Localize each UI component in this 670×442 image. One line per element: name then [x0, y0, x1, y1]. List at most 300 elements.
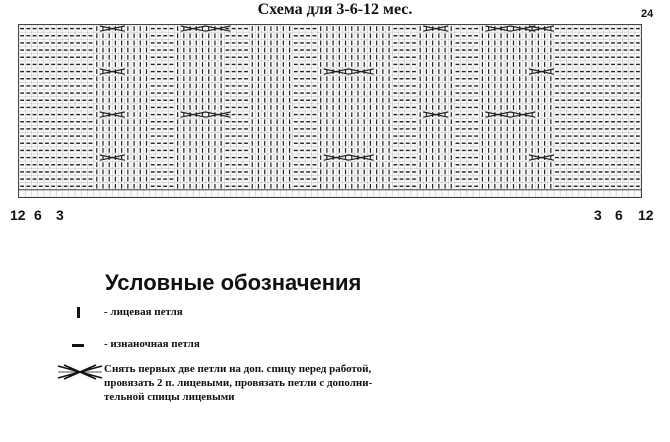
knit-stitch-mark — [351, 48, 352, 53]
knit-stitch-mark — [444, 148, 445, 153]
purl-stitch-mark — [20, 135, 24, 136]
knit-stitch-mark — [507, 148, 508, 153]
knit-stitch-mark — [109, 170, 110, 175]
knit-stitch-mark — [326, 105, 327, 110]
knit-stitch-mark — [438, 55, 439, 60]
purl-stitch-mark — [39, 85, 43, 86]
knit-stitch-mark — [121, 134, 122, 139]
knit-stitch-mark — [532, 105, 533, 110]
knit-stitch-mark — [544, 41, 545, 46]
purl-stitch-mark — [624, 164, 628, 165]
purl-stitch-mark — [456, 35, 460, 36]
knit-stitch-mark — [121, 48, 122, 53]
purl-stitch-mark — [39, 107, 43, 108]
purl-stitch-mark — [568, 150, 572, 151]
purl-stitch-mark — [568, 143, 572, 144]
purl-stitch-mark — [468, 42, 472, 43]
purl-stitch-mark — [605, 42, 609, 43]
purl-stitch-mark — [45, 78, 49, 79]
purl-stitch-mark — [456, 100, 460, 101]
purl-stitch-mark — [306, 57, 310, 58]
knit-stitch-mark — [102, 134, 103, 139]
purl-stitch-mark — [468, 171, 472, 172]
knit-stitch-mark — [357, 91, 358, 96]
knit-stitch-mark — [544, 148, 545, 153]
knit-stitch-mark — [264, 98, 265, 103]
knit-stitch-mark — [270, 84, 271, 89]
knit-stitch-mark — [202, 98, 203, 103]
knit-stitch-mark — [326, 184, 327, 189]
knit-stitch-mark — [438, 91, 439, 96]
purl-stitch-mark — [406, 128, 410, 129]
knit-stitch-mark — [214, 55, 215, 60]
knit-stitch-mark — [326, 112, 327, 117]
knit-stitch-mark — [189, 62, 190, 67]
knit-stitch-mark — [488, 105, 489, 110]
purl-stitch-mark — [617, 85, 621, 86]
knit-stitch-mark — [494, 84, 495, 89]
knit-stitch-mark — [488, 134, 489, 139]
purl-stitch-mark — [238, 92, 242, 93]
knit-stitch-mark — [494, 105, 495, 110]
knit-stitch-mark — [507, 33, 508, 38]
knit-stitch-mark — [519, 105, 520, 110]
purl-stitch-mark — [468, 114, 472, 115]
purl-stitch-mark — [238, 114, 242, 115]
knit-stitch-mark — [146, 84, 147, 89]
purl-stitch-mark — [636, 100, 640, 101]
purl-stitch-mark — [462, 164, 466, 165]
purl-stitch-mark — [244, 143, 248, 144]
purl-stitch-mark — [225, 64, 229, 65]
knit-stitch-mark — [264, 184, 265, 189]
purl-stitch-mark — [313, 57, 317, 58]
knit-stitch-mark — [133, 33, 134, 38]
knit-stitch-mark — [214, 62, 215, 67]
purl-stitch-mark — [611, 128, 615, 129]
knit-stitch-mark — [214, 69, 215, 74]
purl-stitch-mark — [306, 107, 310, 108]
knit-stitch-mark — [102, 170, 103, 175]
purl-stitch-mark — [70, 135, 74, 136]
purl-stitch-mark — [225, 150, 229, 151]
knit-stitch-mark — [121, 127, 122, 132]
purl-stitch-mark — [244, 42, 248, 43]
purl-stitch-mark — [468, 71, 472, 72]
purl-stitch-mark — [225, 92, 229, 93]
purl-stitch-mark — [45, 121, 49, 122]
knit-stitch-mark — [109, 134, 110, 139]
purl-stitch-mark — [26, 35, 30, 36]
knit-stitch-mark — [258, 155, 259, 160]
purl-stitch-mark — [76, 128, 80, 129]
knit-stitch-mark — [494, 41, 495, 46]
knit-stitch-mark — [183, 69, 184, 74]
knit-stitch-mark — [270, 69, 271, 74]
purl-stitch-mark — [20, 100, 24, 101]
purl-stitch-mark — [555, 35, 559, 36]
purl-stitch-mark — [306, 128, 310, 129]
knit-stitch-mark — [140, 84, 141, 89]
knit-stitch-mark — [432, 119, 433, 124]
purl-stitch-mark — [225, 121, 229, 122]
knit-stitch-mark — [252, 170, 253, 175]
purl-stitch-mark — [76, 57, 80, 58]
knit-stitch-mark — [388, 105, 389, 110]
knit-stitch-mark — [482, 41, 483, 46]
purl-stitch-mark — [456, 186, 460, 187]
size-label-right-6: 6 — [615, 207, 623, 223]
knit-stitch-mark — [364, 84, 365, 89]
purl-stitch-mark — [300, 114, 304, 115]
knit-stitch-mark — [109, 127, 110, 132]
purl-stitch-mark — [225, 49, 229, 50]
knit-stitch-mark — [115, 98, 116, 103]
purl-stitch-mark — [157, 42, 161, 43]
purl-stitch-mark — [26, 64, 30, 65]
purl-stitch-mark — [574, 164, 578, 165]
purl-stitch-mark — [51, 28, 55, 29]
purl-stitch-mark — [611, 135, 615, 136]
knit-stitch-mark — [482, 91, 483, 96]
knit-stitch-mark — [208, 127, 209, 132]
purl-stitch-mark — [574, 135, 578, 136]
knit-stitch-mark — [444, 84, 445, 89]
purl-stitch-mark — [630, 143, 634, 144]
knit-stitch-mark — [532, 119, 533, 124]
purl-stitch-mark — [313, 121, 317, 122]
legend-item-cable — [56, 362, 424, 404]
knit-stitch-mark — [507, 134, 508, 139]
purl-stitch-mark — [294, 78, 298, 79]
knit-stitch-mark — [532, 41, 533, 46]
purl-stitch-mark — [611, 186, 615, 187]
purl-stitch-mark — [555, 49, 559, 50]
purl-stitch-mark — [157, 178, 161, 179]
knit-stitch-mark — [438, 69, 439, 74]
knit-stitch-mark — [370, 112, 371, 117]
purl-stitch-mark — [151, 28, 155, 29]
purl-stitch-mark — [611, 92, 615, 93]
knit-stitch-mark — [270, 170, 271, 175]
purl-stitch-mark — [157, 114, 161, 115]
purl-stitch-mark — [169, 171, 173, 172]
knit-stitch-mark — [264, 134, 265, 139]
purl-stitch-mark — [64, 28, 68, 29]
purl-stitch-mark — [169, 107, 173, 108]
knit-stitch-mark — [494, 162, 495, 167]
knit-stitch-mark — [357, 98, 358, 103]
knit-stitch-mark — [550, 48, 551, 53]
knit-stitch-mark — [438, 119, 439, 124]
purl-stitch-mark — [468, 186, 472, 187]
knit-stitch-mark — [115, 55, 116, 60]
knit-stitch-mark — [382, 148, 383, 153]
knit-stitch-mark — [388, 184, 389, 189]
knit-stitch-mark — [364, 62, 365, 67]
purl-stitch-mark — [624, 121, 628, 122]
purl-stitch-mark — [58, 35, 62, 36]
knit-stitch-mark — [133, 119, 134, 124]
knit-stitch-mark — [320, 98, 321, 103]
knit-stitch-mark — [277, 48, 278, 53]
knit-stitch-mark — [109, 48, 110, 53]
purl-stitch-mark — [406, 100, 410, 101]
knit-stitch-mark — [426, 98, 427, 103]
knit-stitch-mark — [196, 155, 197, 160]
knit-stitch-mark — [127, 84, 128, 89]
knit-stitch-mark — [513, 84, 514, 89]
purl-stitch-mark — [244, 121, 248, 122]
purl-stitch-mark — [592, 186, 596, 187]
knit-stitch-mark — [214, 105, 215, 110]
knit-stitch-mark — [264, 62, 265, 67]
knit-stitch-mark — [252, 84, 253, 89]
purl-stitch-mark — [599, 71, 603, 72]
purl-stitch-mark — [462, 171, 466, 172]
knit-stitch-mark — [146, 105, 147, 110]
knit-stitch-mark — [289, 162, 290, 167]
knit-stitch-mark — [525, 48, 526, 53]
knit-stitch-mark — [277, 84, 278, 89]
purl-stitch-mark — [313, 114, 317, 115]
purl-stitch-mark — [51, 186, 55, 187]
knit-stitch-mark — [538, 134, 539, 139]
knit-stitch-mark — [357, 134, 358, 139]
knit-stitch-mark — [370, 76, 371, 81]
knit-stitch-mark — [140, 177, 141, 182]
knit-stitch-mark — [451, 55, 452, 60]
purl-stitch-mark — [624, 186, 628, 187]
purl-stitch-mark — [238, 178, 242, 179]
purl-stitch-mark — [163, 186, 167, 187]
knit-stitch-mark — [289, 55, 290, 60]
knit-stitch-mark — [177, 98, 178, 103]
knit-stitch-mark — [432, 76, 433, 81]
knit-stitch-mark — [519, 55, 520, 60]
purl-stitch-mark — [568, 71, 572, 72]
purl-stitch-mark — [456, 121, 460, 122]
knit-stitch-mark — [351, 91, 352, 96]
knit-stitch-mark — [538, 33, 539, 38]
purl-stitch-mark — [568, 78, 572, 79]
purl-stitch-mark — [592, 78, 596, 79]
knit-stitch-mark — [507, 69, 508, 74]
knit-stitch-mark — [252, 127, 253, 132]
knit-stitch-mark — [202, 41, 203, 46]
knit-stitch-mark — [140, 69, 141, 74]
knit-stitch-mark — [277, 76, 278, 81]
knit-stitch-mark — [357, 162, 358, 167]
purl-stitch-mark — [592, 128, 596, 129]
knit-stitch-mark — [351, 170, 352, 175]
purl-stitch-mark — [306, 42, 310, 43]
knit-stitch-mark — [264, 170, 265, 175]
knit-stitch-mark — [133, 134, 134, 139]
knit-stitch-mark — [270, 91, 271, 96]
knit-stitch-mark — [277, 55, 278, 60]
knit-stitch-mark — [196, 98, 197, 103]
knit-stitch-mark — [102, 48, 103, 53]
knit-stitch-mark — [140, 41, 141, 46]
knit-stitch-mark — [351, 141, 352, 146]
knit-stitch-mark — [258, 76, 259, 81]
knit-stitch-mark — [532, 148, 533, 153]
knit-stitch-mark — [482, 76, 483, 81]
purl-stitch-mark — [26, 157, 30, 158]
knit-stitch-mark — [544, 162, 545, 167]
knit-stitch-mark — [133, 48, 134, 53]
purl-stitch-mark — [586, 135, 590, 136]
knit-stitch-mark — [196, 84, 197, 89]
knit-stitch-mark — [140, 141, 141, 146]
knit-stitch-mark — [146, 91, 147, 96]
knit-stitch-mark — [277, 134, 278, 139]
knit-stitch-mark — [115, 105, 116, 110]
purl-stitch-mark — [456, 64, 460, 65]
knit-stitch-mark — [214, 141, 215, 146]
purl-stitch-mark — [163, 42, 167, 43]
purl-stitch-mark — [238, 78, 242, 79]
knit-stitch-mark — [364, 41, 365, 46]
knit-stitch-mark — [333, 170, 334, 175]
knit-stitch-mark — [333, 112, 334, 117]
knit-stitch-mark — [357, 119, 358, 124]
purl-stitch-mark — [630, 157, 634, 158]
knit-stitch-mark — [264, 26, 265, 31]
purl-stitch-mark — [586, 186, 590, 187]
purl-stitch-mark — [82, 171, 86, 172]
purl-stitch-mark — [76, 157, 80, 158]
purl-stitch-mark — [468, 128, 472, 129]
purl-stitch-mark — [611, 35, 615, 36]
purl-stitch-mark — [70, 57, 74, 58]
knit-stitch-mark — [494, 134, 495, 139]
purl-stitch-mark — [306, 157, 310, 158]
purl-stitch-mark — [393, 100, 397, 101]
purl-stitch-mark — [574, 28, 578, 29]
purl-stitch-mark — [456, 150, 460, 151]
purl-stitch-mark — [393, 49, 397, 50]
purl-stitch-mark — [580, 121, 584, 122]
knit-stitch-mark — [127, 41, 128, 46]
knit-stitch-mark — [388, 119, 389, 124]
knit-stitch-mark — [488, 41, 489, 46]
knit-stitch-mark — [283, 170, 284, 175]
knit-stitch-mark — [258, 134, 259, 139]
purl-stitch-mark — [605, 164, 609, 165]
purl-stitch-mark — [592, 64, 596, 65]
purl-stitch-mark — [636, 49, 640, 50]
knit-stitch-mark — [177, 76, 178, 81]
knit-stitch-mark — [146, 155, 147, 160]
knit-stitch-mark — [127, 62, 128, 67]
purl-stitch-mark — [20, 164, 24, 165]
knit-stitch-mark — [289, 33, 290, 38]
purl-stitch-mark — [592, 92, 596, 93]
knit-stitch-mark — [96, 33, 97, 38]
purl-stitch-mark — [39, 35, 43, 36]
purl-stitch-mark — [462, 49, 466, 50]
purl-stitch-mark — [636, 128, 640, 129]
purl-stitch-mark — [636, 92, 640, 93]
purl-stitch-mark — [580, 128, 584, 129]
purl-stitch-mark — [89, 164, 93, 165]
knit-stitch-mark — [376, 62, 377, 67]
purl-stitch-mark — [393, 157, 397, 158]
purl-stitch-mark — [462, 57, 466, 58]
knit-stitch-mark — [488, 170, 489, 175]
purl-stitch-mark — [617, 49, 621, 50]
purl-stitch-mark — [33, 186, 37, 187]
purl-stitch-mark — [636, 135, 640, 136]
knit-stitch-mark — [519, 155, 520, 160]
purl-stitch-mark — [574, 157, 578, 158]
knit-stitch-mark — [289, 141, 290, 146]
purl-stitch-mark — [82, 64, 86, 65]
knit-stitch-mark — [364, 98, 365, 103]
purl-stitch-mark — [70, 100, 74, 101]
knit-stitch-mark — [221, 162, 222, 167]
knit-stitch-mark — [513, 170, 514, 175]
knit-stitch-mark — [177, 69, 178, 74]
purl-stitch-mark — [624, 178, 628, 179]
knit-stitch-mark — [252, 62, 253, 67]
purl-stitch-mark — [76, 135, 80, 136]
knit-stitch-mark — [133, 170, 134, 175]
purl-stitch-mark — [45, 135, 49, 136]
purl-stitch-mark — [70, 157, 74, 158]
purl-stitch-mark — [406, 135, 410, 136]
knit-stitch-mark — [283, 84, 284, 89]
knit-stitch-mark — [127, 148, 128, 153]
knit-stitch-mark — [183, 177, 184, 182]
knit-stitch-mark — [376, 33, 377, 38]
purl-stitch-mark — [89, 92, 93, 93]
knit-stitch-mark — [102, 148, 103, 153]
purl-stitch-mark — [636, 107, 640, 108]
purl-stitch-mark — [468, 178, 472, 179]
purl-stitch-mark — [58, 135, 62, 136]
purl-stitch-mark — [412, 78, 416, 79]
knit-stitch-mark — [538, 98, 539, 103]
purl-stitch-mark — [555, 135, 559, 136]
knit-stitch-mark — [438, 184, 439, 189]
knit-stitch-mark — [133, 41, 134, 46]
knit-stitch-mark — [264, 55, 265, 60]
knit-stitch-mark — [357, 105, 358, 110]
knit-stitch-mark — [432, 41, 433, 46]
purl-stitch-mark — [393, 57, 397, 58]
knit-stitch-mark — [438, 62, 439, 67]
purl-stitch-mark — [39, 114, 43, 115]
knit-stitch-mark — [538, 141, 539, 146]
knit-stitch-mark — [133, 162, 134, 167]
knit-stitch-mark — [432, 127, 433, 132]
knit-stitch-mark — [538, 84, 539, 89]
knit-stitch-mark — [432, 62, 433, 67]
knit-stitch-mark — [289, 84, 290, 89]
knit-stitch-mark — [140, 48, 141, 53]
purl-stitch-mark — [412, 150, 416, 151]
knit-stitch-mark — [326, 41, 327, 46]
knit-stitch-mark — [96, 105, 97, 110]
knit-stitch-mark — [264, 76, 265, 81]
knit-stitch-mark — [513, 155, 514, 160]
purl-stitch-mark — [599, 100, 603, 101]
purl-stitch-mark — [605, 178, 609, 179]
knit-stitch-mark — [208, 105, 209, 110]
